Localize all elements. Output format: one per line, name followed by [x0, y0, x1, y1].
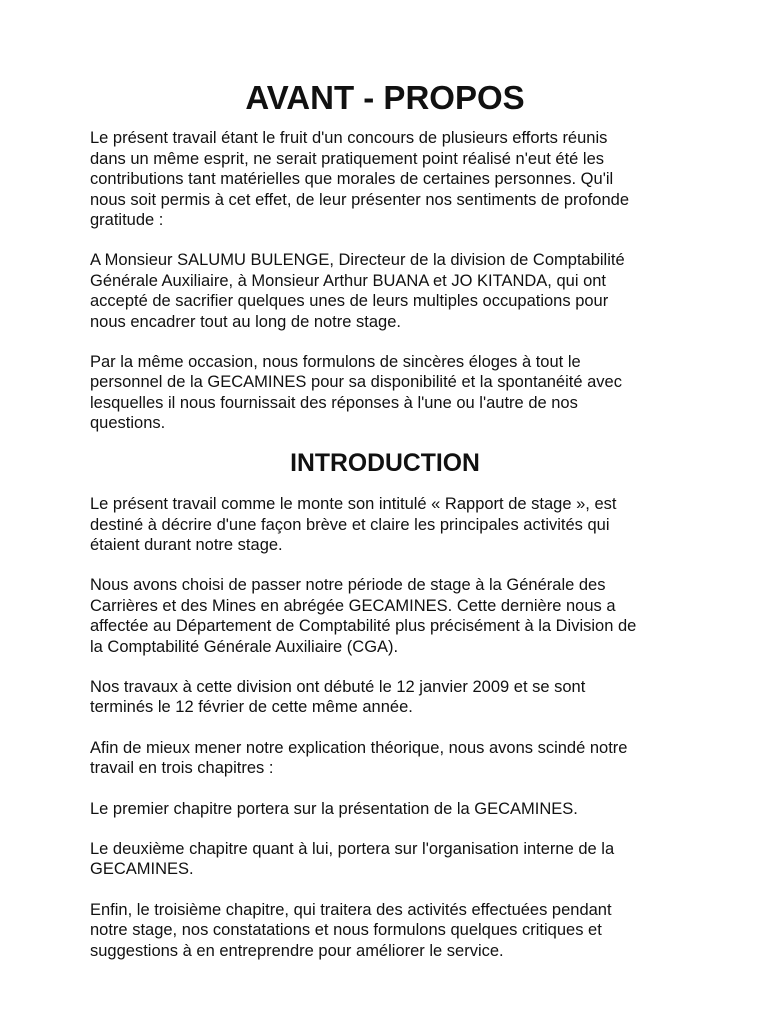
paragraph-structure: Afin de mieux mener notre explication théorique, nous avons scindé notre travail en trois chapitres :: [90, 738, 628, 778]
paragraph-internship-place: Nous avons choisi de passer notre période de stage à la Générale des Carrières et des Mines en abrégée GECAMINES. Cette dernière nous a affectée au Département de Comptabilité plus précisément à la Division de la Comptabilité Générale Auxiliaire (CGA).: [90, 576, 637, 656]
document-page: [90, 79, 680, 981]
paragraph-thanks-supervisors: A Monsieur SALUMU BULENGE, Directeur de la division de Comptabilité Générale Auxiliaire, à Monsieur Arthur BUANA et JO KITANDA, qui ont accepté de sacrifier quelques unes de leurs multiples occupations pour nous encadrer tout au long de notre stage.: [90, 251, 625, 331]
heading-introduction: INTRODUCTION: [290, 449, 480, 477]
paragraph-dates: Nos travaux à cette division ont débuté le 12 janvier 2009 et se sont terminés le 12 février de cette même année.: [90, 677, 586, 717]
heading-avant-propos: AVANT - PROPOS: [245, 79, 525, 116]
paragraph-purpose: Le présent travail comme le monte son intitulé « Rapport de stage », est destiné à décrire d'une façon brève et claire les principales activités qui étaient durant notre stage.: [90, 495, 617, 554]
paragraph-gratitude: Le présent travail étant le fruit d'un concours de plusieurs efforts réunis dans un même esprit, ne serait pratiquement point réalisé n'eut été les contributions tant matérielles que morales de certaines personnes. Qu'il nous soit permis à cet effet, de leur présenter nos sentiments de profonde gratitude :: [90, 129, 630, 230]
paragraph-thanks-staff: Par la même occasion, nous formulons de sincères éloges à tout le personnel de la GECAMINES pour sa disponibilité et la spontanéité avec lesquelles il nous fournissait des réponses à l'une ou l'autre de nos questions.: [90, 353, 622, 433]
paragraph-chapter-two: Le deuxième chapitre quant à lui, portera sur l'organisation interne de la GECAMINES.: [90, 839, 615, 879]
paragraph-chapter-one: Le premier chapitre portera sur la présentation de la GECAMINES.: [90, 799, 578, 818]
paragraph-chapter-three: Enfin, le troisième chapitre, qui traitera des activités effectuées pendant notre stage, nos constatations et nous formulons quelques critiques et suggestions à en entreprendre pour améliorer le service.: [90, 900, 612, 960]
